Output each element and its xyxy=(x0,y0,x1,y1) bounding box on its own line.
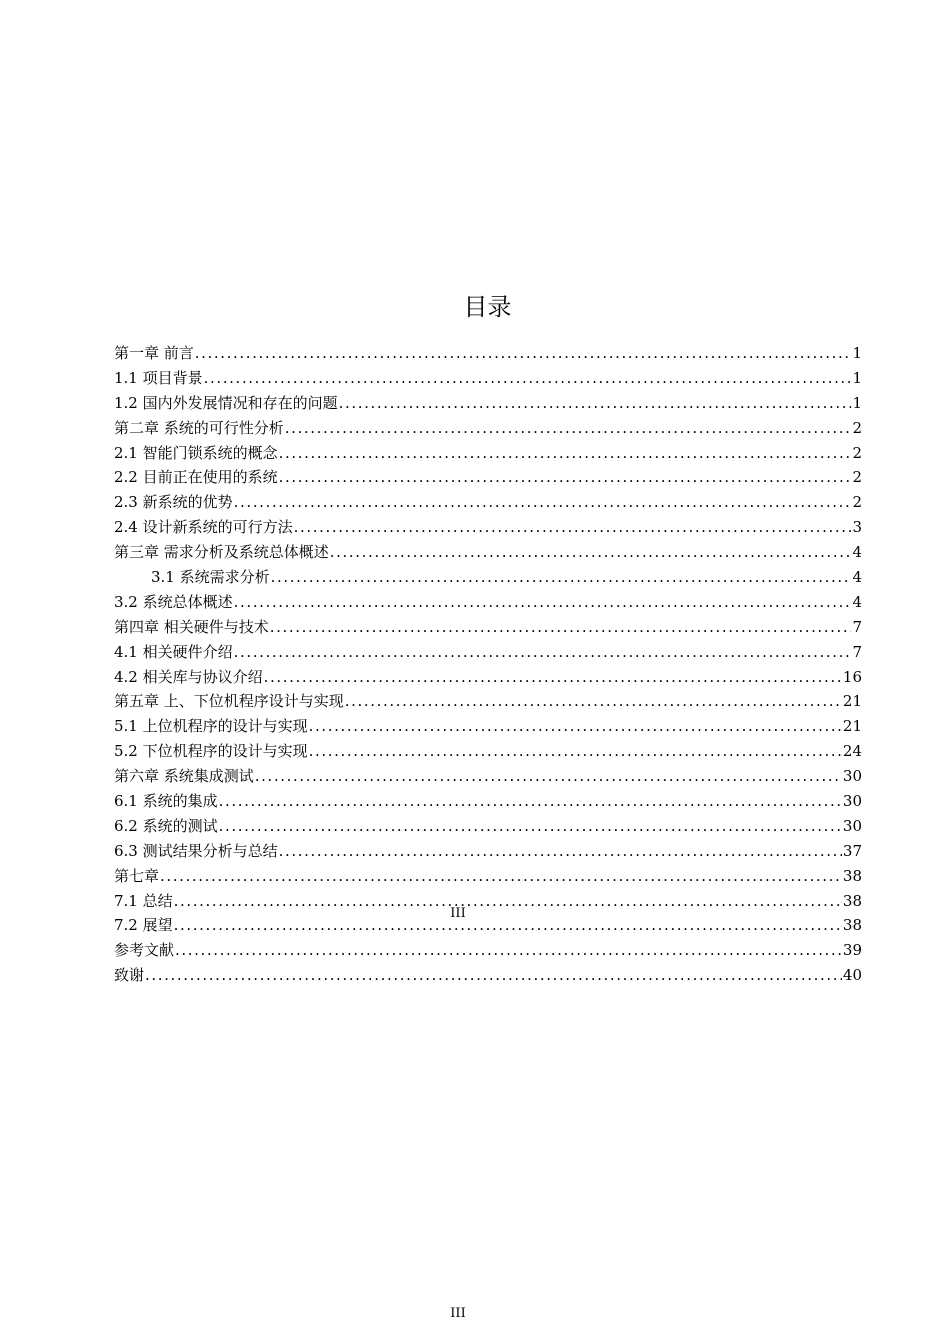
toc-dot-leader xyxy=(234,490,852,515)
toc-dot-leader xyxy=(279,441,852,466)
toc-title: 目录 xyxy=(463,293,512,322)
toc-entry[interactable] xyxy=(114,590,862,615)
toc-entry[interactable] xyxy=(114,814,862,839)
toc-page-number: 30 xyxy=(842,792,862,811)
toc-page-number: 2 xyxy=(852,443,862,462)
toc-dot-leader xyxy=(271,565,852,590)
toc-entry-label: 第四章 相关硬件与技术 xyxy=(114,617,269,636)
toc-entry-label: 3.1 系统需求分析 xyxy=(151,568,270,587)
toc-entry[interactable] xyxy=(114,864,862,889)
toc-page-number: 21 xyxy=(842,717,862,736)
toc-entry-label: 3.2 系统总体概述 xyxy=(114,592,233,611)
toc-entry[interactable] xyxy=(114,565,862,590)
toc-entry-label: 2.3 新系统的优势 xyxy=(114,493,233,512)
toc-entry[interactable] xyxy=(114,441,862,466)
toc-entry-label: 2.2 目前正在使用的系统 xyxy=(114,468,278,487)
toc-entry[interactable] xyxy=(114,465,862,490)
toc-entry-label: 5.2 下位机程序的设计与实现 xyxy=(114,742,308,761)
toc-entry-label: 第七章 xyxy=(114,866,160,885)
toc-dot-leader xyxy=(145,963,842,988)
toc-dot-leader xyxy=(294,515,852,540)
toc-dot-leader xyxy=(195,341,852,366)
toc-entry[interactable] xyxy=(114,665,862,690)
toc-page-number: 39 xyxy=(842,941,862,960)
toc-page-number: 37 xyxy=(842,841,862,860)
toc-entry[interactable] xyxy=(114,540,862,565)
toc-page-number: 2 xyxy=(852,418,862,437)
toc-dot-leader xyxy=(175,938,842,963)
toc-page-number: 7 xyxy=(852,642,862,661)
toc-dot-leader xyxy=(270,615,852,640)
toc-entry-label: 4.1 相关硬件介绍 xyxy=(114,642,233,661)
toc-entry-label: 第二章 系统的可行性分析 xyxy=(114,418,284,437)
toc-entry-label: 2.4 设计新系统的可行方法 xyxy=(114,518,293,537)
toc-page-number: 1 xyxy=(852,368,862,387)
toc-dot-leader xyxy=(219,789,842,814)
toc-entry-label: 第五章 上、下位机程序设计与实现 xyxy=(114,692,344,711)
toc-dot-leader xyxy=(234,640,852,665)
toc-entry[interactable] xyxy=(114,391,862,416)
toc-entry-label: 致谢 xyxy=(114,966,145,985)
toc-dot-leader xyxy=(219,814,842,839)
toc-entry-label: 1.2 国内外发展情况和存在的问题 xyxy=(114,393,338,412)
toc-page-number: 3 xyxy=(852,518,862,537)
toc-page-number: 7 xyxy=(852,617,862,636)
toc-entry[interactable] xyxy=(114,366,862,391)
toc-page-number: 21 xyxy=(842,692,862,711)
footer-page-number: III xyxy=(450,1306,466,1321)
toc-list xyxy=(114,341,862,988)
toc-dot-leader xyxy=(279,465,852,490)
toc-entry-label: 第六章 系统集成测试 xyxy=(114,767,254,786)
toc-entry[interactable] xyxy=(114,963,862,988)
toc-page-number: 24 xyxy=(842,742,862,761)
toc-page-number: 2 xyxy=(852,493,862,512)
toc-dot-leader xyxy=(160,864,842,889)
toc-dot-leader xyxy=(309,739,842,764)
toc-dot-leader xyxy=(330,540,852,565)
toc-entry-label: 4.2 相关库与协议介绍 xyxy=(114,667,263,686)
toc-page-number: 1 xyxy=(852,344,862,362)
toc-page-number: 2 xyxy=(852,468,862,487)
toc-page-number: 38 xyxy=(842,866,862,885)
toc-entry[interactable] xyxy=(114,615,862,640)
toc-entry-label: 第一章 前言 xyxy=(114,344,194,362)
toc-page-number: 4 xyxy=(852,543,862,562)
toc-entry[interactable] xyxy=(114,341,862,366)
toc-dot-leader xyxy=(255,764,842,789)
toc-entry-label: 7.1 总结 xyxy=(114,891,173,910)
toc-entry-label: 6.2 系统的测试 xyxy=(114,816,218,835)
toc-entry-label: 2.1 智能门锁系统的概念 xyxy=(114,443,278,462)
toc-entry[interactable] xyxy=(114,640,862,665)
toc-dot-leader xyxy=(204,366,852,391)
toc-dot-leader xyxy=(264,665,842,690)
toc-page-number: 4 xyxy=(852,592,862,611)
toc-entry[interactable] xyxy=(114,490,862,515)
toc-page-number: 30 xyxy=(842,767,862,786)
toc-entry[interactable] xyxy=(114,739,862,764)
toc-entry-label: 参考文献 xyxy=(114,941,175,960)
toc-page-number: 40 xyxy=(842,966,862,985)
toc-entry[interactable] xyxy=(114,938,862,963)
toc-entry[interactable] xyxy=(114,515,862,540)
toc-entry-label: 6.3 测试结果分析与总结 xyxy=(114,841,278,860)
toc-page-number: 1 xyxy=(852,393,862,412)
toc-page-number: 30 xyxy=(842,816,862,835)
toc-entry[interactable] xyxy=(114,689,862,714)
toc-dot-leader xyxy=(285,416,852,441)
overlay-page-number: III xyxy=(450,906,466,921)
toc-dot-leader xyxy=(234,590,852,615)
toc-dot-leader xyxy=(309,714,842,739)
toc-dot-leader xyxy=(339,391,852,416)
toc-entry[interactable] xyxy=(114,416,862,441)
toc-page-number: 38 xyxy=(842,916,862,935)
toc-entry-label: 第三章 需求分析及系统总体概述 xyxy=(114,543,329,562)
toc-entry-label: 6.1 系统的集成 xyxy=(114,792,218,811)
toc-dot-leader xyxy=(345,689,842,714)
toc-entry[interactable] xyxy=(114,839,862,864)
toc-entry-label: 5.1 上位机程序的设计与实现 xyxy=(114,717,308,736)
toc-page-number: 38 xyxy=(842,891,862,910)
toc-entry[interactable] xyxy=(114,714,862,739)
toc-entry[interactable] xyxy=(114,764,862,789)
toc-entry-label: 1.1 项目背景 xyxy=(114,368,203,387)
toc-page-number: 16 xyxy=(842,667,862,686)
toc-dot-leader xyxy=(279,839,842,864)
toc-entry-label: 7.2 展望 xyxy=(114,916,173,935)
toc-page-number: 4 xyxy=(852,568,862,587)
toc-entry[interactable] xyxy=(114,789,862,814)
